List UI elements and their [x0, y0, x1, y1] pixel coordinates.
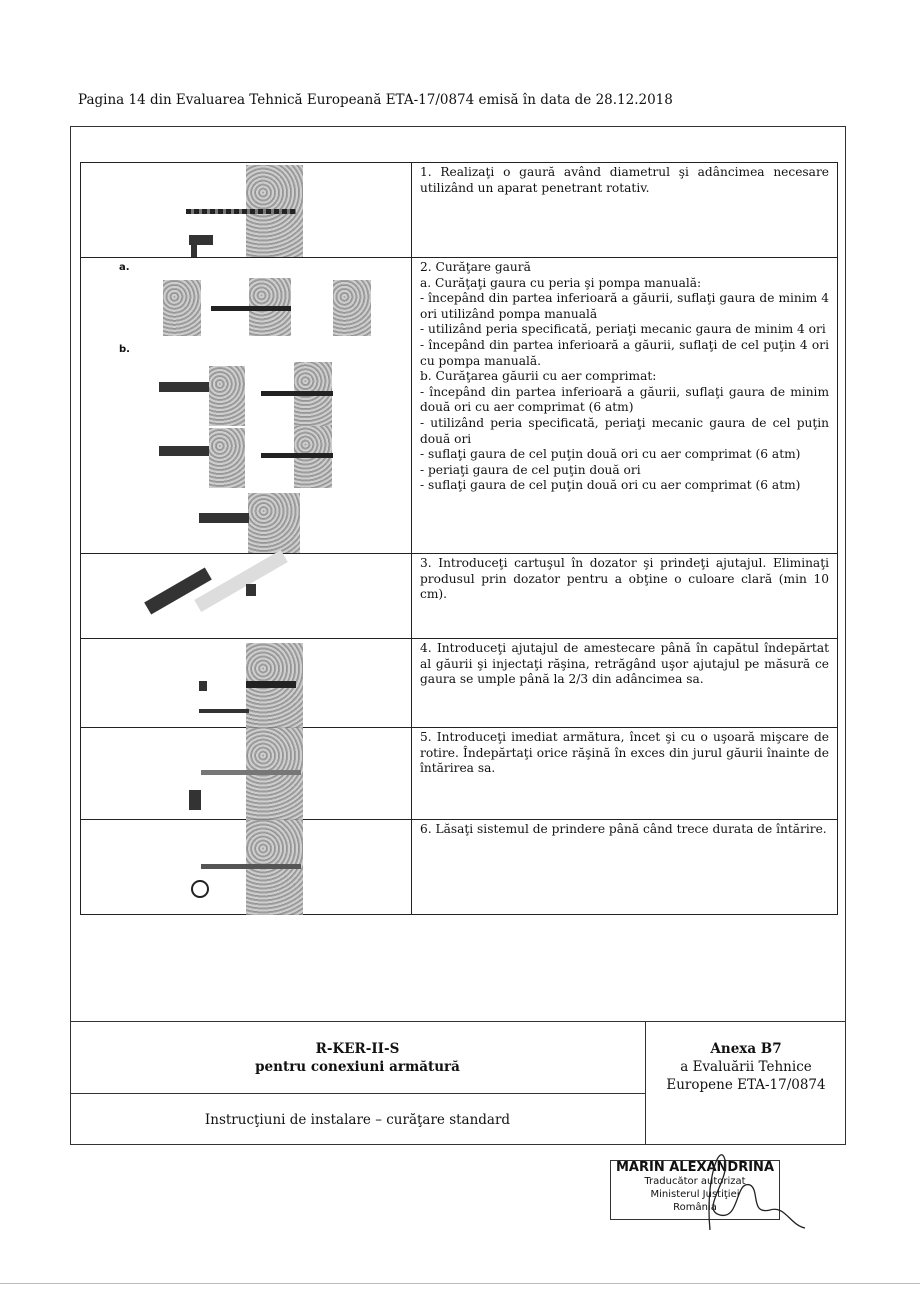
- step-2-text: [412, 258, 838, 554]
- air-gun-icon: [159, 382, 209, 392]
- step-3-text: 3. Introduceţi cartuşul în dozator şi prindeţi ajutajul. Eliminaţi produsul prin dozator pentru a obţine o culoare clară (min 10 cm).: [412, 554, 838, 639]
- text-line: - începând din partea inferioară a găurii, suflaţi gaura de minim 4 ori utilizând pompa manuală: [420, 291, 829, 321]
- step-5-text: 5. Introduceţi imediat armătura, încet şi cu o uşoară mişcare de rotire. Îndepărtaţi orice răşină în exces din jurul găurii înainte de întărirea sa.: [412, 728, 838, 820]
- text-line: - începând din partea inferioară a găurii, suflaţi de cel puţin 4 ori cu pompa manuală.: [420, 337, 829, 368]
- page-header: Pagina 14 din Evaluarea Tehnică Europeană ETA-17/0874 emisă în data de 28.12.2018: [78, 92, 673, 108]
- step-6-text: 6. Lăsaţi sistemul de prindere până când trece durata de întărire.: [412, 820, 838, 915]
- step-6-illustration: [81, 820, 412, 915]
- text-line: - suflaţi gaura de cel puţin două ori cu aer comprimat (6 atm): [420, 478, 801, 493]
- annex-reference: [646, 1040, 846, 1094]
- step-1-illustration: [81, 163, 412, 258]
- product-subtitle: pentru conexiuni armătură: [255, 1059, 460, 1075]
- text-line: a. Curăţaţi gaura cu peria şi pompa manuală:: [420, 275, 702, 290]
- step-row-4: [81, 639, 838, 728]
- step-row-1: [81, 163, 838, 258]
- text-line: - suflaţi gaura de cel puţin două ori cu aer comprimat (6 atm): [420, 447, 801, 462]
- step-3-illustration: [81, 554, 412, 639]
- stamp-name: MARIN ALEXANDRINA: [615, 1160, 775, 1175]
- text-line: - utilizând peria specificată, periaţi mecanic gaura de cel puţin două ori: [420, 415, 829, 446]
- product-title: [70, 1040, 645, 1076]
- annex-line: a Evaluării Tehnice: [680, 1059, 812, 1075]
- text-line: b. Curăţarea găurii cu aer comprimat:: [420, 369, 657, 384]
- step-row-3: [81, 554, 838, 639]
- stamp-line: România: [673, 1202, 717, 1213]
- step-row-2: [81, 258, 838, 554]
- step-4-text: 4. Introduceţi ajutajul de amestecare până în capătul îndepărtat al găurii şi injectaţi răşina, retrăgând uşor ajutajul pe măsură ce gaura se umple până la 2/3 din adâncimea sa.: [412, 639, 838, 728]
- clock-icon: [191, 880, 209, 898]
- product-name: R-KER-II-S: [315, 1041, 400, 1057]
- text-line: - utilizând peria specificată, periaţi mecanic gaura de minim 4 ori: [420, 322, 826, 337]
- text-line: 2. Curăţare gaură: [420, 260, 531, 274]
- step-2-illustration: [81, 258, 412, 554]
- label-b: b.: [119, 344, 130, 355]
- signature: [680, 1140, 810, 1235]
- stamp-line: Traducător autorizat: [644, 1176, 746, 1187]
- step-4-illustration: [81, 639, 412, 728]
- step-row-6: [81, 820, 838, 915]
- annex-line: Europene ETA-17/0874: [666, 1077, 826, 1093]
- annex-number: Anexa B7: [710, 1041, 782, 1057]
- step-1-text: 1. Realizaţi o gaură având diametrul şi adâncimea necesare utilizând un aparat penetrant rotativ.: [412, 163, 838, 258]
- step-row-5: [81, 728, 838, 820]
- label-a: a.: [119, 262, 130, 273]
- annex-caption: Instrucţiuni de instalare – curăţare standard: [204, 1112, 511, 1128]
- stamp-line: Ministerul Justiţiei: [650, 1189, 740, 1200]
- text-line: - periaţi gaura de cel puţin două ori: [420, 462, 641, 477]
- step-5-illustration: [81, 728, 412, 820]
- page-edge-line: [0, 1283, 920, 1284]
- text-line: - începând din partea inferioară a găurii, suflaţi gaura de minim două ori cu aer comprimat (6 atm): [420, 384, 829, 415]
- installation-steps-table: [80, 162, 838, 915]
